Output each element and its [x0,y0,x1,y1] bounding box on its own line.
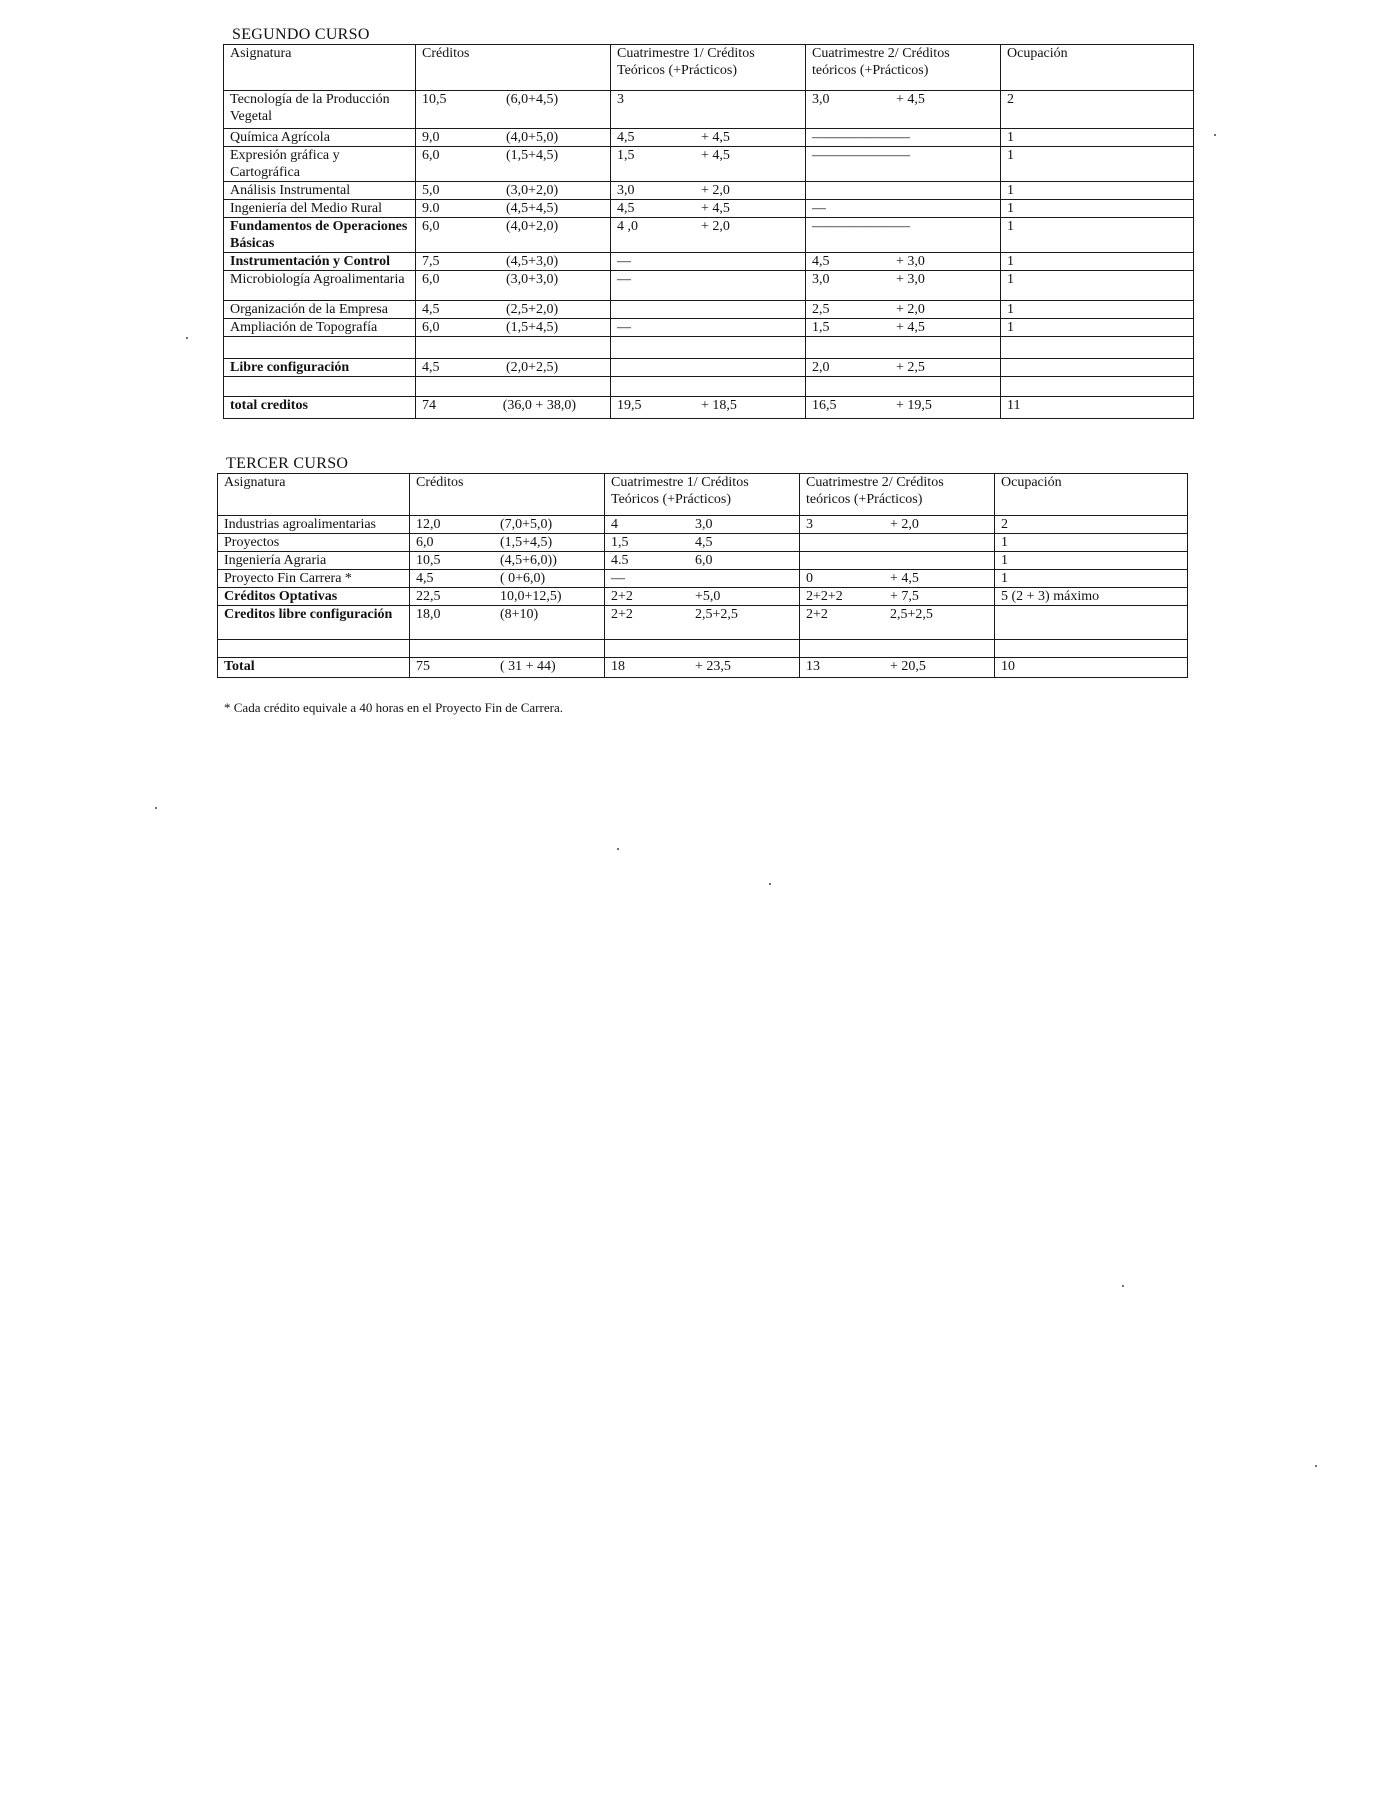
creditos-cell [416,253,611,271]
ocupacion-text: 5 (2 + 3) máximo [1001,589,1100,604]
c1-practicos: + 23,5 [695,659,731,674]
ocupacion-text: 1 [1007,254,1014,269]
creditos-cell [416,319,611,337]
cuatrimestre-2-cell [800,534,995,552]
c1-practicos [701,271,771,288]
asignatura-cell [224,129,416,147]
c2-practicos [910,218,980,235]
asignatura-text: Análisis Instrumental [230,183,351,198]
creditos-total: 6,0 [422,219,440,234]
table-row [224,271,1194,301]
c1-practicos: +5,0 [695,589,721,604]
ocupacion-cell [995,658,1188,678]
c1-practicos [695,570,765,587]
cuatrimestre-1-cell [611,218,806,253]
table-row [218,606,1188,640]
cuatrimestre-2-cell [806,218,1001,253]
creditos-total: 74 [422,398,436,413]
table-row [218,570,1188,588]
asignatura-text: total creditos [230,398,308,413]
c2-practicos: + 3,0 [896,254,925,269]
cuatrimestre-2-cell [800,516,995,534]
c2-teoricos: ——————— [812,130,910,145]
c1-teoricos: 4 ,0 [617,219,638,234]
ocupacion-cell [995,588,1188,606]
cuatrimestre-1-cell [611,182,806,200]
c1-teoricos: 3 [617,92,624,107]
creditos-desglose: ( 0+6,0) [500,571,546,586]
cuatrimestre-1-cell [611,359,806,377]
c2-practicos: + 4,5 [890,571,919,586]
c2-teoricos: 3,0 [812,272,830,287]
table-row [224,91,1194,129]
cuatrimestre-1-cell [611,253,806,271]
cuatrimestre-2-cell [806,253,1001,271]
cuatrimestre-1-cell [611,91,806,129]
ocupacion-cell [1001,129,1194,147]
table-row [224,182,1194,200]
cuatrimestre-2-cell [806,91,1001,129]
cuatrimestre-1-cell [605,606,800,640]
c1-practicos [701,91,771,108]
asignatura-cell [224,301,416,319]
table-row [218,640,1188,658]
cuatrimestre-2-cell [806,301,1001,319]
header-creditos: Créditos [410,474,605,516]
asignatura-cell [218,658,410,678]
c2-practicos: + 2,0 [890,517,919,532]
c2-practicos: + 3,0 [896,272,925,287]
header-asignatura: Asignatura [218,474,410,516]
asignatura-cell [224,271,416,301]
creditos-cell [410,658,605,678]
tercer-curso-title: TERCER CURSO [226,455,349,472]
table-row [218,534,1188,552]
cuatrimestre-2-cell [800,552,995,570]
ocupacion-cell [1001,253,1194,271]
table-row [224,377,1194,397]
creditos-total: 6,0 [422,320,440,335]
c2-teoricos: — [812,201,826,216]
table-row [224,253,1194,271]
cuatrimestre-2-cell [806,200,1001,218]
cuatrimestre-2-cell [800,588,995,606]
ocupacion-cell [1001,91,1194,129]
cuatrimestre-1-cell [611,337,806,359]
creditos-desglose: (3,0+2,0) [506,183,559,198]
ocupacion-text: 1 [1001,535,1008,550]
header-cuatrimestre-1: Cuatrimestre 1/ Créditos Teóricos (+Prácticos) [605,474,800,516]
table-row [218,516,1188,534]
creditos-total: 10,5 [416,553,441,568]
ocupacion-cell [995,534,1188,552]
asignatura-text: Créditos Optativas [224,589,338,604]
asignatura-text: Instrumentación y Control [230,254,390,269]
ocupacion-cell [1001,200,1194,218]
asignatura-cell [224,91,416,129]
ocupacion-text: 1 [1007,148,1014,163]
ocupacion-cell [995,606,1188,640]
asignatura-cell [224,359,416,377]
cuatrimestre-1-cell [611,377,806,397]
c2-practicos: + 20,5 [890,659,926,674]
creditos-cell [410,552,605,570]
table-row [224,218,1194,253]
creditos-desglose: (6,0+4,5) [506,92,559,107]
ocupacion-cell [1001,218,1194,253]
c2-teoricos: 2+2 [806,607,828,622]
creditos-cell [410,570,605,588]
creditos-desglose: (4,0+2,0) [506,219,559,234]
c2-teoricos: 3 [806,517,813,532]
c1-practicos [701,253,771,270]
ocupacion-cell [1001,271,1194,301]
cuatrimestre-1-cell [611,129,806,147]
footnote: * Cada crédito equivale a 40 horas en el Proyecto Fin de Carrera. [224,700,563,715]
asignatura-cell [218,588,410,606]
ocupacion-cell [1001,301,1194,319]
creditos-desglose: (36,0 + 38,0) [502,398,576,413]
c2-teoricos: 16,5 [812,398,837,413]
creditos-desglose: (1,5+4,5) [506,148,559,163]
asignatura-text: Tecnología de la Producción Vegetal [230,92,390,124]
cuatrimestre-1-cell [605,658,800,678]
c1-practicos: + 4,5 [701,130,730,145]
c2-teoricos: 2,0 [812,360,830,375]
table-row [224,397,1194,419]
asignatura-cell [218,516,410,534]
creditos-cell [410,606,605,640]
c1-teoricos: 4.5 [611,553,629,568]
table-row [218,658,1188,678]
c2-teoricos: 1,5 [812,320,830,335]
c1-practicos: 3,0 [695,517,713,532]
scan-speck [617,848,619,850]
cuatrimestre-1-cell [605,570,800,588]
creditos-cell [410,534,605,552]
c1-teoricos: 1,5 [611,535,629,550]
creditos-cell [416,359,611,377]
c2-practicos [910,147,980,164]
creditos-desglose: (1,5+4,5) [506,320,559,335]
creditos-total: 4,5 [422,360,440,375]
header-cuatrimestre-1: Cuatrimestre 1/ Créditos Teóricos (+Prácticos) [611,45,806,91]
creditos-total: 75 [416,659,430,674]
asignatura-text: Total [224,659,255,674]
ocupacion-cell [995,640,1188,658]
asignatura-text: Organización de la Empresa [230,302,388,317]
creditos-desglose: (4,5+3,0) [506,254,559,269]
creditos-total: 12,0 [416,517,441,532]
header-asignatura: Asignatura [224,45,416,91]
c1-practicos: + 2,0 [701,219,730,234]
ocupacion-text: 1 [1001,571,1008,586]
table-row [224,359,1194,377]
table-row [224,147,1194,182]
c1-teoricos: 2+2 [611,607,633,622]
creditos-cell [410,640,605,658]
ocupacion-cell [1001,359,1194,377]
c2-practicos: + 4,5 [896,320,925,335]
cuatrimestre-2-cell [806,319,1001,337]
scan-speck [1214,134,1216,136]
ocupacion-text: 2 [1001,517,1008,532]
ocupacion-cell [995,552,1188,570]
c1-teoricos: 4 [611,517,618,532]
cuatrimestre-2-cell [800,570,995,588]
cuatrimestre-2-cell [800,658,995,678]
table-row [218,588,1188,606]
creditos-cell [416,182,611,200]
asignatura-text: Creditos libre configuración [224,607,393,622]
ocupacion-text: 1 [1001,553,1008,568]
table-row [218,552,1188,570]
asignatura-cell [224,218,416,253]
ocupacion-text: 1 [1007,183,1014,198]
cuatrimestre-2-cell [800,640,995,658]
c1-practicos: + 2,0 [701,183,730,198]
asignatura-text: Ampliación de Topografía [230,320,378,335]
creditos-total: 6,0 [422,148,440,163]
asignatura-text: Ingeniería del Medio Rural [230,201,383,216]
cuatrimestre-2-cell [806,377,1001,397]
creditos-total: 6,0 [422,272,440,287]
table-row [224,319,1194,337]
ocupacion-text: 10 [1001,659,1015,674]
c1-practicos: 6,0 [695,553,713,568]
scan-speck [769,883,771,885]
asignatura-cell [218,570,410,588]
table-row [224,129,1194,147]
cuatrimestre-1-cell [605,588,800,606]
c2-teoricos: 13 [806,659,820,674]
ocupacion-cell [1001,337,1194,359]
ocupacion-text: 1 [1007,302,1014,317]
ocupacion-cell [1001,397,1194,419]
segundo-curso-title: SEGUNDO CURSO [232,26,370,43]
c2-teoricos: 2+2+2 [806,589,843,604]
cuatrimestre-2-cell [806,182,1001,200]
creditos-cell [416,147,611,182]
creditos-desglose: (2,5+2,0) [506,302,559,317]
c1-teoricos: 18 [611,659,625,674]
asignatura-text: Ingeniería Agraria [224,553,327,568]
asignatura-cell [224,200,416,218]
asignatura-text: Expresión gráfica y Cartográfica [230,148,340,180]
creditos-total: 4,5 [422,302,440,317]
asignatura-cell [218,640,410,658]
c1-teoricos: 4,5 [617,130,635,145]
creditos-desglose: (1,5+4,5) [500,535,553,550]
creditos-cell [416,271,611,301]
ocupacion-text: 2 [1007,92,1014,107]
table-row [224,337,1194,359]
ocupacion-text: 1 [1007,130,1014,145]
creditos-cell [416,377,611,397]
asignatura-text: Química Agrícola [230,130,330,145]
c1-teoricos: — [617,254,631,269]
scan-speck [1315,1465,1317,1467]
asignatura-cell [224,182,416,200]
creditos-cell [416,397,611,419]
c1-practicos: 2,5+2,5 [695,607,738,622]
creditos-total: 9,0 [422,130,440,145]
ocupacion-cell [1001,319,1194,337]
c2-practicos: + 2,5 [896,360,925,375]
creditos-total: 5,0 [422,183,440,198]
header-ocupacion: Ocupación [995,474,1188,516]
creditos-total: 7,5 [422,254,440,269]
cuatrimestre-2-cell [806,129,1001,147]
asignatura-text: Fundamentos de Operaciones Básicas [230,219,408,251]
creditos-cell [416,91,611,129]
creditos-total: 9.0 [422,201,440,216]
creditos-desglose: 10,0+12,5) [500,589,562,604]
c1-teoricos: 4,5 [617,201,635,216]
creditos-desglose: (2,0+2,5) [506,360,559,375]
asignatura-cell [224,147,416,182]
asignatura-text: Industrias agroalimentarias [224,517,377,532]
asignatura-cell [218,552,410,570]
ocupacion-text: 1 [1007,219,1014,234]
ocupacion-cell [995,516,1188,534]
ocupacion-text: 1 [1007,201,1014,216]
creditos-cell [416,218,611,253]
cuatrimestre-2-cell [806,337,1001,359]
c2-teoricos: ——————— [812,148,910,163]
cuatrimestre-2-cell [800,606,995,640]
ocupacion-cell [1001,147,1194,182]
creditos-desglose: (4,0+5,0) [506,130,559,145]
asignatura-text: Microbiología Agroalimentaria [230,272,405,287]
c2-practicos [896,200,966,217]
creditos-cell [416,129,611,147]
c1-teoricos: — [611,571,625,586]
creditos-desglose: (7,0+5,0) [500,517,553,532]
c2-practicos [910,129,980,146]
creditos-desglose: (8+10) [500,607,539,622]
table-header-row [218,474,1188,516]
cuatrimestre-1-cell [611,200,806,218]
asignatura-cell [224,253,416,271]
c2-teoricos: 4,5 [812,254,830,269]
creditos-desglose: (4,5+4,5) [506,201,559,216]
creditos-cell [416,301,611,319]
header-creditos: Créditos [416,45,611,91]
scan-speck [1122,1285,1124,1287]
table-row [224,200,1194,218]
cuatrimestre-1-cell [611,319,806,337]
c2-teoricos: 3,0 [812,92,830,107]
cuatrimestre-2-cell [806,359,1001,377]
c2-practicos: + 2,0 [896,302,925,317]
cuatrimestre-1-cell [611,397,806,419]
c1-teoricos: 19,5 [617,398,642,413]
scan-speck [155,807,157,809]
cuatrimestre-1-cell [611,301,806,319]
c2-teoricos: 2,5 [812,302,830,317]
cuatrimestre-1-cell [611,147,806,182]
table-row [224,301,1194,319]
c1-practicos [701,319,771,336]
tercer-curso-table [217,473,1188,678]
c2-practicos: + 7,5 [890,589,919,604]
ocupacion-cell [995,570,1188,588]
c1-teoricos: 1,5 [617,148,635,163]
header-ocupacion: Ocupación [1001,45,1194,91]
ocupacion-text: 11 [1007,398,1021,413]
asignatura-cell [218,534,410,552]
header-cuatrimestre-2: Cuatrimestre 2/ Créditos teóricos (+Prácticos) [806,45,1001,91]
asignatura-text: Proyecto Fin Carrera * [224,571,352,586]
c2-practicos: + 4,5 [896,92,925,107]
ocupacion-cell [1001,377,1194,397]
creditos-desglose: ( 31 + 44) [500,659,556,674]
asignatura-cell [224,397,416,419]
c2-practicos: 2,5+2,5 [890,607,933,622]
creditos-cell [410,588,605,606]
c1-teoricos: — [617,272,631,287]
asignatura-cell [224,319,416,337]
c2-teoricos: ——————— [812,219,910,234]
cuatrimestre-2-cell [806,147,1001,182]
c2-teoricos: 0 [806,571,813,586]
segundo-curso-table [223,44,1194,419]
asignatura-cell [224,377,416,397]
c1-practicos: 4,5 [695,535,713,550]
c1-practicos: + 4,5 [701,148,730,163]
cuatrimestre-1-cell [611,271,806,301]
c2-practicos: + 19,5 [896,398,932,413]
ocupacion-text: 1 [1007,272,1014,287]
creditos-cell [410,516,605,534]
ocupacion-cell [1001,182,1194,200]
creditos-desglose: (4,5+6,0)) [500,553,557,568]
cuatrimestre-1-cell [605,552,800,570]
asignatura-text: Proyectos [224,535,280,550]
creditos-total: 22,5 [416,589,441,604]
cuatrimestre-1-cell [605,516,800,534]
cuatrimestre-2-cell [806,397,1001,419]
creditos-cell [416,200,611,218]
c1-teoricos: — [617,320,631,335]
ocupacion-text: 1 [1007,320,1014,335]
creditos-total: 4,5 [416,571,434,586]
c1-teoricos: 2+2 [611,589,633,604]
creditos-desglose: (3,0+3,0) [506,272,559,287]
cuatrimestre-1-cell [605,640,800,658]
cuatrimestre-1-cell [605,534,800,552]
c1-practicos: + 18,5 [701,398,737,413]
cuatrimestre-2-cell [806,271,1001,301]
header-cuatrimestre-2: Cuatrimestre 2/ Créditos teóricos (+Prácticos) [800,474,995,516]
asignatura-text: Libre configuración [230,360,350,375]
creditos-total: 18,0 [416,607,441,622]
creditos-total: 6,0 [416,535,434,550]
asignatura-cell [218,606,410,640]
table-header-row [224,45,1194,91]
asignatura-cell [224,337,416,359]
scan-speck [186,337,188,339]
c1-practicos: + 4,5 [701,201,730,216]
c1-teoricos: 3,0 [617,183,635,198]
creditos-cell [416,337,611,359]
creditos-total: 10,5 [422,92,447,107]
